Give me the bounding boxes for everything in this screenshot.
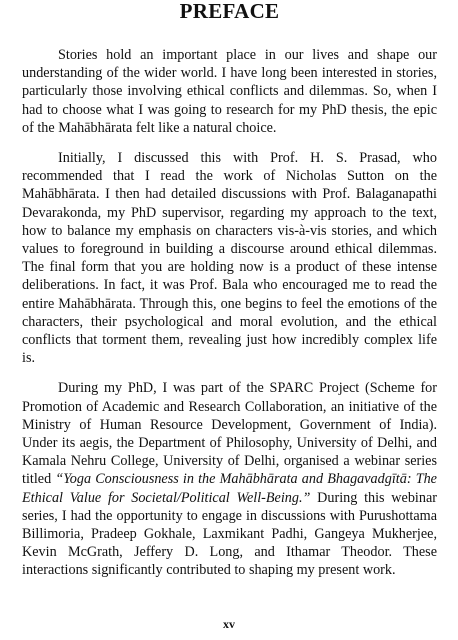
paragraph-3-text-before: During my PhD, I was part of the SPARC Project (Scheme for Promotion of Academic and Research Collaboration, an initiative of the Ministry of Human Resource Development, Government of India). Under its aegis, the Department of Philosophy, University of Delhi, and Kamala Nehru College, University of Delhi, organised a webinar series titled — [22, 380, 437, 488]
webinar-title: “Yoga Consciousness in the Mahābhārata and Bhagavadgītā: The Ethical Value for Societal/Political Well-Being.” — [22, 471, 437, 506]
page-number: xv — [223, 617, 235, 631]
paragraph-3-text-after: During this webinar series, I had the opportunity to engage in discussions with Purushottama Billimoria, Pradeep Gokhale, Laxmikant Padhi, Gangeya Mukherjee, Kevin McGrath, Jeffery D. Long, and Ithamar Theodor. These interactions significantly contributed to shaping my present work. — [22, 489, 437, 579]
paragraph-2: Initially, I discussed this with Prof. H. S. Prasad, who recommended that I read the work of Nicholas Sutton on the Mahābhārata. I then had detailed discussions with Prof. Balaganapathi Devarakonda, my PhD supervisor, regarding my approach to the text, how to balance my emphasis on characters vis-à-vis stories, and which values to foreground in building a discourse around ethical dilemmas. The final form that you are holding now is a product of these intense deliberations. In fact, it was Prof. Bala who encouraged me to read the entire Mahābhārata. Through this, one begins to feel the emotions of the characters, their psychological and moral evolution, and the ethical conflicts that torment them, revealing just how incredibly complex life is. — [22, 150, 437, 367]
paragraph-3 — [22, 379, 437, 579]
paragraph-1: Stories hold an important place in our lives and shape our understanding of the wider world. I have long been interested in stories, particularly those involving ethical conflicts and dilemmas. So, when I had to choose what I was going to research for my PhD thesis, the epic of the Mahābhārata felt like a natural choice. — [22, 47, 437, 136]
page-title: PREFACE — [179, 0, 280, 23]
